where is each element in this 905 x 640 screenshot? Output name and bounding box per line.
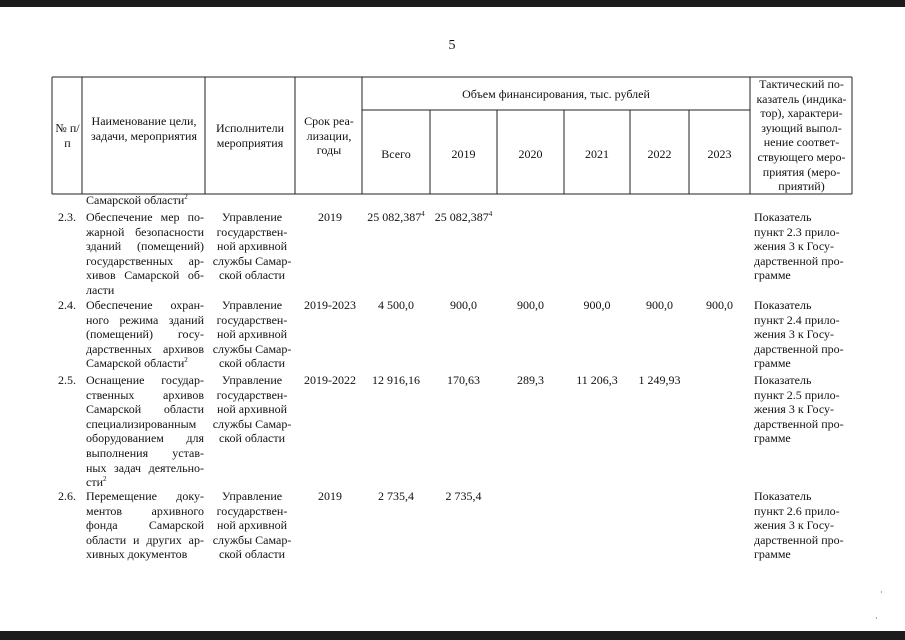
header-year-2023: 2023 — [707, 147, 732, 161]
row-2019: 900,0 — [450, 298, 477, 312]
header-indicator-line: казатель (индика- — [756, 91, 847, 106]
row-name — [86, 210, 204, 298]
row-2020: 289,3 — [517, 373, 544, 387]
header-term — [298, 114, 360, 158]
row-name-line: дарственных архивов — [86, 341, 204, 356]
row-2022: 1 249,93 — [638, 373, 681, 387]
row-indicator-line: жения 3 к Госу- — [754, 518, 834, 533]
row-executors-line: службы Самар- — [212, 253, 292, 268]
row-indicator-line: жения 3 к Госу- — [754, 402, 834, 417]
row-name-line: жарной безопасности — [86, 224, 204, 239]
row-indicator-line: грамме — [754, 356, 791, 371]
row-total — [362, 210, 430, 225]
row-name-line: Самарской области — [86, 402, 204, 417]
row-term: 2019-2022 — [304, 373, 356, 387]
row-total: 2 735,4 — [378, 489, 414, 503]
row-name-line: фонда Самарской — [86, 518, 204, 533]
header-executors-text: Исполнители мероприятия — [215, 121, 285, 150]
row-executors-line: Управление — [221, 489, 283, 503]
row-total-value: 25 082,387 — [367, 210, 422, 224]
row-executors-line: Управление — [221, 298, 283, 312]
row-2019: 2 735,4 — [445, 489, 482, 503]
row-indicator-line: Показатель — [754, 373, 812, 387]
row-indicator-line: жения 3 к Госу- — [754, 327, 834, 342]
row-name-line: государственных ар- — [86, 253, 204, 268]
row-total: 4 500,0 — [378, 298, 414, 312]
header-executors — [208, 121, 292, 150]
header-year-2019: 2019 — [451, 147, 476, 161]
row-executors-line: Управление — [221, 210, 283, 224]
row-executors-line: Управление — [221, 373, 283, 387]
row-executors — [208, 210, 296, 283]
header-funding: Объем финансирования, тыс. рублей — [462, 87, 650, 101]
row-executors-line: ной архивной — [216, 402, 288, 417]
row-indicator-line: дарственной про- — [754, 341, 844, 356]
row-2021: 11 206,3 — [576, 373, 618, 387]
row-num: 2.6. — [58, 489, 76, 503]
header-year-2022: 2022 — [647, 147, 672, 161]
row-indicator-line: пункт 2.4 прило- — [754, 312, 840, 327]
row-executors-line: ской области — [218, 268, 286, 283]
row-indicator-line: грамме — [754, 268, 791, 283]
row-indicator-line: дарственной про- — [754, 416, 844, 431]
row-executors-line: службы Самар- — [212, 416, 292, 431]
carry-over-text — [86, 193, 204, 208]
row-executors-line: государствен- — [216, 503, 288, 518]
row-executors-line: ской области — [218, 431, 286, 446]
row-2019-value: 25 082,387 — [434, 210, 489, 224]
row-name-line: специализированным — [86, 416, 197, 431]
row-indicator — [754, 210, 851, 283]
footnote-mark: 4 — [488, 210, 493, 218]
row-executors-line: ной архивной — [216, 239, 288, 254]
row-2021: 900,0 — [583, 298, 611, 312]
row-executors-line: службы Самар- — [212, 341, 292, 356]
row-2019: 170,63 — [447, 373, 480, 387]
row-name-line: Самарской области — [86, 356, 185, 371]
header-indicator-line: Тактический по- — [759, 77, 844, 91]
row-indicator-line: пункт 2.6 прило- — [754, 503, 840, 518]
row-executors-line: ной архивной — [216, 327, 288, 342]
header-total: Всего — [381, 147, 411, 161]
row-indicator-line: Показатель — [754, 298, 812, 312]
row-name-line: ных задач деятельно- — [86, 460, 204, 475]
row-executors — [208, 298, 296, 371]
row-executors — [208, 489, 296, 562]
row-indicator-line: грамме — [754, 547, 791, 562]
header-year-2020: 2020 — [518, 147, 543, 161]
row-name-line: ного режима зданий — [86, 312, 204, 327]
row-num: 2.5. — [58, 373, 76, 387]
row-indicator-line: жения 3 к Госу- — [754, 239, 834, 254]
row-indicator — [754, 489, 851, 562]
footnote-mark: 2 — [103, 475, 107, 484]
row-name — [86, 489, 204, 562]
row-name-line: хивов Самарской об- — [86, 268, 204, 283]
row-indicator-line: дарственной про- — [754, 253, 844, 268]
row-indicator-line: пункт 2.3 прило- — [754, 224, 840, 239]
scan-speck: · — [880, 588, 883, 597]
row-executors-line: государствен- — [216, 387, 288, 402]
header-indicator-line: тор), характери- — [760, 106, 843, 121]
row-2022: 900,0 — [646, 298, 673, 312]
footnote-mark: 4 — [421, 210, 425, 218]
footnote-mark: 2 — [184, 193, 188, 201]
row-term: 2019 — [318, 489, 342, 503]
row-name-line: оборудованием для — [86, 431, 204, 446]
row-indicator — [754, 298, 851, 371]
row-2019 — [430, 210, 497, 225]
header-indicator-line: нение соответ- — [763, 135, 840, 150]
footnote-mark: 2 — [184, 356, 188, 365]
row-indicator-line: Показатель — [754, 489, 812, 503]
row-name-line: хивных документов — [86, 547, 188, 562]
row-indicator-line: пункт 2.5 прило- — [754, 387, 840, 402]
row-name-line: сти — [86, 475, 103, 490]
row-name-line: ментов архивного — [86, 503, 204, 518]
header-indicator-line: приятий) — [778, 179, 825, 194]
row-executors-line: государствен- — [216, 224, 288, 239]
row-executors — [208, 373, 296, 446]
row-2023: 900,0 — [706, 298, 733, 312]
header-indicator-line: зующий выпол- — [761, 120, 842, 135]
row-total: 12 916,16 — [372, 373, 420, 387]
row-name-line: выполнения устав- — [86, 445, 204, 460]
row-num: 2.3. — [58, 210, 76, 224]
header-indicator — [752, 77, 851, 194]
row-indicator-line: Показатель — [754, 210, 812, 224]
row-name-line: области и других ар- — [86, 532, 204, 547]
page-number: 5 — [448, 38, 456, 53]
header-indicator-line: ствующего меро- — [757, 149, 846, 164]
row-executors-line: ской области — [218, 356, 286, 371]
header-name — [86, 114, 202, 143]
bottom-scan-border — [0, 631, 905, 640]
row-term: 2019-2023 — [304, 298, 356, 312]
header-term-text: Срок реа-лизации, годы — [304, 114, 354, 158]
scan-speck: · — [875, 614, 878, 623]
row-name-line: Обеспечение охран- — [86, 298, 204, 312]
row-indicator — [754, 373, 851, 446]
row-indicator-line: грамме — [754, 431, 791, 446]
header-indicator-line: приятия (меро- — [762, 164, 841, 179]
row-name — [86, 298, 204, 371]
row-name-line: ласти — [86, 282, 115, 297]
row-name-line: Оснащение государ- — [86, 373, 204, 387]
row-executors-line: ской области — [218, 547, 286, 562]
header-name-text: Наименование цели, задачи, мероприятия — [91, 114, 197, 143]
row-indicator-line: дарственной про- — [754, 532, 844, 547]
row-name-line: Обеспечение мер по- — [86, 210, 204, 224]
row-num: 2.4. — [58, 298, 76, 312]
row-name-line: ственных архивов — [86, 387, 204, 402]
header-num-text: № п/п — [55, 121, 80, 150]
header-year-2021: 2021 — [585, 147, 609, 161]
row-executors-line: государствен- — [216, 312, 288, 327]
row-2020: 900,0 — [517, 298, 544, 312]
row-term: 2019 — [318, 210, 342, 224]
row-executors-line: службы Самар- — [212, 532, 292, 547]
row-executors-line: ной архивной — [216, 518, 288, 533]
row-name — [86, 373, 204, 490]
carry-over-label: Самарской области — [86, 193, 185, 207]
header-num — [53, 121, 82, 150]
row-name-line: зданий (помещений) — [86, 239, 204, 254]
row-name-line: Перемещение доку- — [86, 489, 204, 503]
row-name-line: (помещений) госу- — [86, 327, 204, 342]
